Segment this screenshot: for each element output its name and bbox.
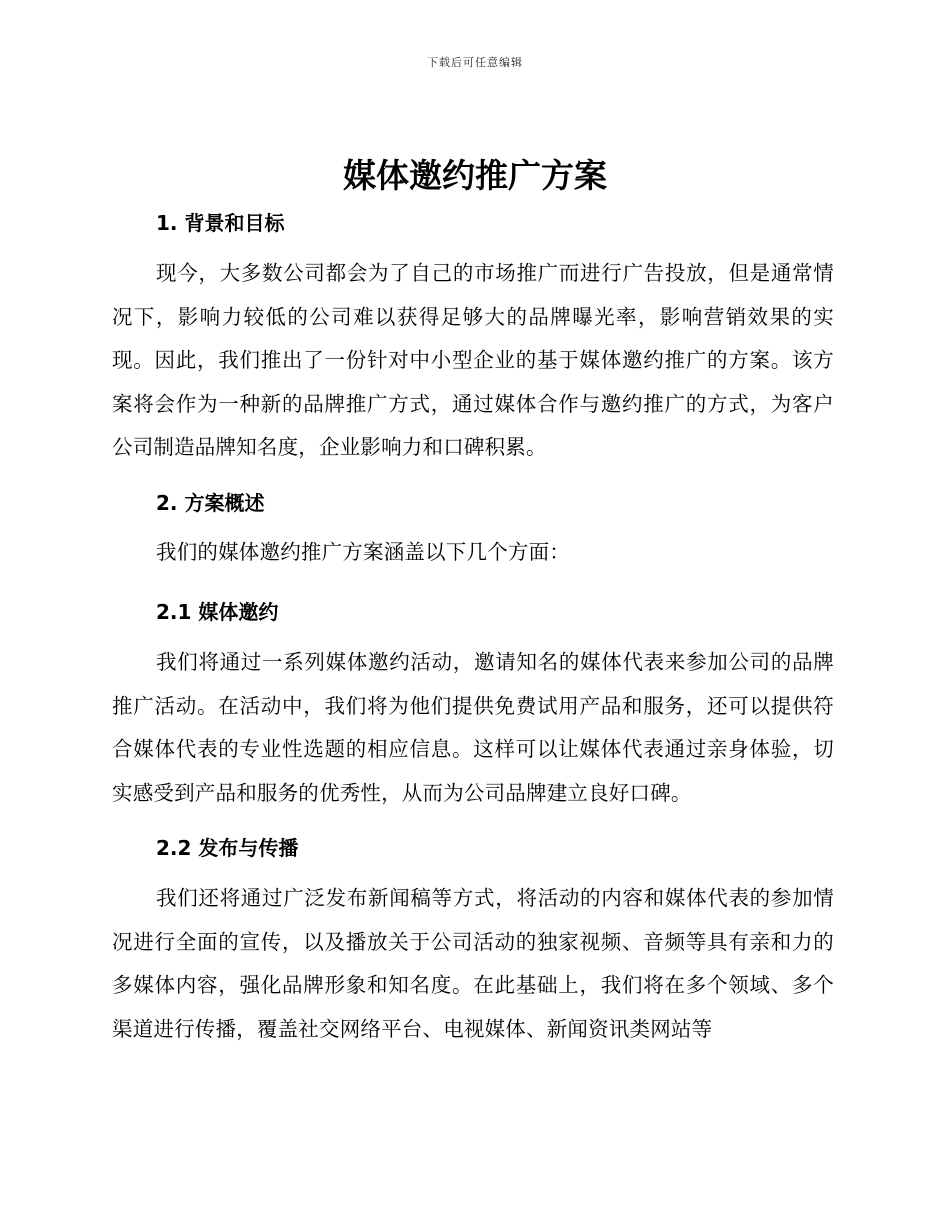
paragraph-background: 现今，大多数公司都会为了自己的市场推广而进行广告投放，但是通常情况下，影响力较低的公司难以获得足够大的品牌曝光率，影响营销效果的实现。因此，我们推出了一份针对中小型企业的基于媒体邀约推广的方案。该方案将会作为一种新的品牌推广方式，通过媒体合作与邀约推广的方式，为客户公司制造品牌知名度，企业影响力和口碑积累。	[112, 261, 834, 459]
section-heading-overview: 2. 方案概述	[156, 491, 265, 515]
section-heading-media-invitation: 2.1 媒体邀约	[156, 600, 279, 624]
page-header: 下载后可任意编辑	[427, 56, 523, 69]
section-heading-publish-spread: 2.2 发布与传播	[156, 836, 299, 860]
paragraph-media-invitation: 我们将通过一系列媒体邀约活动，邀请知名的媒体代表来参加公司的品牌推广活动。在活动中，我们将为他们提供免费试用产品和服务，还可以提供符合媒体代表的专业性选题的相应信息。这样可以让媒体代表通过亲身体验，切实感受到产品和服务的优秀性，从而为公司品牌建立良好口碑。	[112, 650, 834, 805]
paragraph-publish-spread: 我们还将通过广泛发布新闻稿等方式，将活动的内容和媒体代表的参加情况进行全面的宣传，以及播放关于公司活动的独家视频、音频等具有亲和力的多媒体内容，强化品牌形象和知名度。在此基础上，我们将在多个领域、多个渠道进行传播，覆盖社交网络平台、电视媒体、新闻资讯类网站等	[112, 886, 834, 1041]
paragraph-overview: 我们的媒体邀约推广方案涵盖以下几个方面：	[156, 540, 570, 564]
document-title: 媒体邀约推广方案	[343, 156, 607, 195]
section-heading-background: 1. 背景和目标	[156, 211, 285, 235]
